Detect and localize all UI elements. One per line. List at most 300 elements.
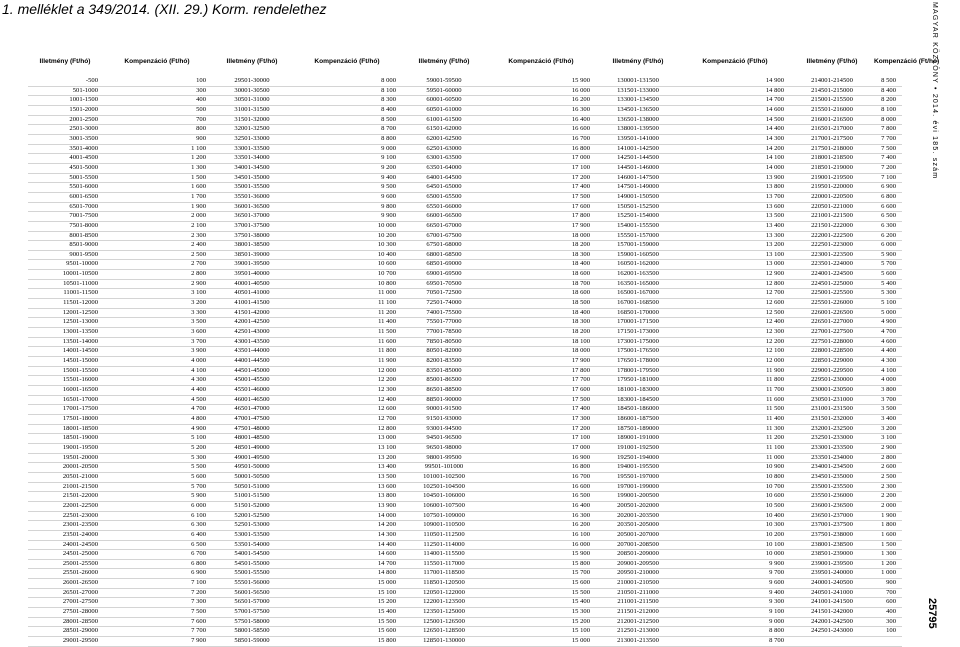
compensation-cell: 5 900 <box>881 250 896 258</box>
compensation-cell: 3 100 <box>191 289 206 297</box>
compensation-cell: 7 800 <box>881 125 896 133</box>
salary-range-cell: 22001-22500 <box>62 501 98 509</box>
compensation-cell: 900 <box>886 579 896 587</box>
salary-range-cell: 49001-49500 <box>234 453 270 461</box>
compensation-cell: 16 000 <box>571 86 590 94</box>
header-kompenzacio: Kompenzáció (Ft/hó) <box>874 58 940 65</box>
header-illetmeny: Illetmény (Ft/hó) <box>39 58 91 65</box>
compensation-cell: 9 500 <box>381 183 396 191</box>
compensation-cell: 11 900 <box>378 357 396 365</box>
salary-range-cell: 501-1000 <box>72 86 98 94</box>
compensation-cell: 17 400 <box>571 405 590 413</box>
salary-range-cell: 23501-24000 <box>62 530 98 538</box>
table-row <box>28 598 902 608</box>
salary-range-cell: 6501-7000 <box>69 202 98 210</box>
table-row <box>28 492 902 502</box>
compensation-cell: 14 700 <box>765 96 784 104</box>
salary-range-cell: 239501-240000 <box>811 569 853 577</box>
compensation-cell: 4 300 <box>881 357 896 365</box>
compensation-cell: 10 000 <box>377 221 396 229</box>
compensation-cell: 11 100 <box>766 443 784 451</box>
compensation-cell: 11 700 <box>766 386 784 393</box>
salary-range-cell: 32501-33000 <box>234 134 270 142</box>
salary-range-cell: 240501-241000 <box>811 588 853 596</box>
salary-range-cell: 197001-199000 <box>617 482 659 490</box>
salary-range-cell: 216001-216500 <box>811 115 853 123</box>
compensation-cell: 11 800 <box>766 376 784 384</box>
salary-range-cell: 235501-236000 <box>811 492 853 500</box>
table-row <box>28 511 902 521</box>
compensation-cell: 14 800 <box>765 86 784 94</box>
table-row <box>28 173 902 183</box>
compensation-cell: 14 800 <box>377 569 396 577</box>
table-row <box>28 260 902 270</box>
salary-range-cell: 233001-233500 <box>811 443 853 451</box>
compensation-cell: 4 100 <box>881 366 896 374</box>
salary-range-cell: 36001-36500 <box>234 202 270 210</box>
compensation-cell: 2 600 <box>881 463 896 471</box>
page-number: 25795 <box>926 598 938 629</box>
annex-heading: 1. melléklet a 349/2014. (XII. 29.) Korm. rendelethez <box>2 1 327 17</box>
salary-range-cell: 223501-224000 <box>811 260 853 268</box>
compensation-cell: 1 000 <box>881 569 896 577</box>
salary-range-cell: 208501-209000 <box>617 550 659 558</box>
salary-range-cell: 2501-3000 <box>69 125 98 133</box>
table-row <box>28 241 902 251</box>
salary-range-cell: 211001-211500 <box>617 598 659 606</box>
compensation-cell: 15 000 <box>377 579 396 587</box>
table-row <box>28 463 902 473</box>
table-row <box>28 386 902 396</box>
salary-range-cell: 192501-194000 <box>617 453 659 461</box>
salary-range-cell: 109001-110500 <box>423 521 465 529</box>
salary-range-cell: 118501-120500 <box>423 579 465 587</box>
salary-range-cell: 38001-38500 <box>234 241 270 249</box>
salary-range-cell: 8001-8500 <box>69 231 98 239</box>
compensation-cell: 15 800 <box>377 637 396 645</box>
salary-range-cell: 11501-12000 <box>63 299 98 307</box>
salary-range-cell: 102501-104500 <box>423 482 465 490</box>
compensation-cell: 16 700 <box>571 472 590 480</box>
compensation-cell: 1 200 <box>191 154 206 162</box>
compensation-cell: 2 400 <box>191 241 206 249</box>
header-kompenzacio: Kompenzáció (Ft/hó) <box>702 58 768 65</box>
salary-range-cell: 236001-236500 <box>811 501 853 509</box>
compensation-cell: 1 300 <box>881 550 896 558</box>
compensation-cell: 1 900 <box>881 511 896 519</box>
compensation-cell: 6 000 <box>191 501 206 509</box>
salary-range-cell: 5501-6000 <box>69 183 98 191</box>
compensation-cell: 11 200 <box>378 308 396 316</box>
salary-range-cell: 50001-50500 <box>234 472 270 480</box>
salary-range-cell: 146001-147500 <box>617 173 659 181</box>
compensation-cell: 6 100 <box>191 511 206 519</box>
salary-range-cell: 120501-122000 <box>423 588 465 596</box>
salary-range-cell: 70501-72500 <box>426 289 462 297</box>
compensation-cell: 4 300 <box>191 376 206 384</box>
salary-range-cell: 65001-65500 <box>426 192 462 200</box>
compensation-cell: 14 100 <box>765 154 784 162</box>
compensation-cell: 4 600 <box>881 337 896 345</box>
compensation-cell: 9 700 <box>769 569 784 577</box>
salary-range-cell: 217001-217500 <box>811 134 853 142</box>
salary-range-cell: 212501-213000 <box>617 627 659 635</box>
salary-range-cell: 91501-93000 <box>426 414 462 422</box>
salary-range-cell: 64501-65000 <box>426 183 462 191</box>
salary-range-cell: 33501-34000 <box>234 154 270 162</box>
compensation-cell: 10 900 <box>765 463 784 471</box>
table-row <box>28 501 902 511</box>
compensation-cell: 18 100 <box>571 337 590 345</box>
salary-range-cell: 4501-5000 <box>69 163 98 171</box>
compensation-cell: 2 900 <box>191 279 206 287</box>
compensation-cell: 10 600 <box>765 492 784 500</box>
compensation-cell: 8 500 <box>881 77 896 84</box>
salary-range-cell: 86501-88500 <box>426 386 462 393</box>
salary-range-cell: 28001-28500 <box>62 617 98 625</box>
compensation-cell: 17 700 <box>571 376 590 384</box>
compensation-cell: 9 000 <box>769 617 784 625</box>
salary-range-cell: 40501-41000 <box>234 289 270 297</box>
salary-range-cell: 25501-26000 <box>62 569 98 577</box>
salary-range-cell: 12501-13000 <box>62 318 98 326</box>
salary-range-cell: 194001-195500 <box>617 463 659 471</box>
compensation-cell: 13 600 <box>377 482 396 490</box>
compensation-cell: 2 000 <box>191 212 206 220</box>
salary-range-cell: 34001-34500 <box>234 163 270 171</box>
table-row <box>28 212 902 222</box>
table-row <box>28 540 902 550</box>
compensation-cell: 700 <box>196 115 206 123</box>
compensation-cell: 18 300 <box>571 318 590 326</box>
salary-range-cell: 226001-226500 <box>811 308 853 316</box>
compensation-cell: 17 900 <box>571 357 590 365</box>
salary-range-cell: 94501-96500 <box>426 434 462 442</box>
salary-range-cell: 35501-36000 <box>234 192 270 200</box>
gazette-running-header: MAGYAR KÖZLÖNY • 2014. évi 185. szám <box>931 2 938 180</box>
salary-range-cell: 228501-229000 <box>811 357 853 365</box>
salary-range-cell: 7001-7500 <box>69 212 98 220</box>
salary-range-cell: 230001-230500 <box>811 386 853 393</box>
salary-range-cell: 78501-80500 <box>426 337 462 345</box>
table-row <box>28 86 902 96</box>
salary-range-cell: 57001-57500 <box>234 608 270 616</box>
compensation-cell: 4 000 <box>191 357 206 365</box>
compensation-cell: 300 <box>886 617 896 625</box>
salary-range-cell: 34501-35000 <box>234 173 270 181</box>
compensation-cell: 16 200 <box>571 96 590 104</box>
compensation-cell: 7 500 <box>191 608 206 616</box>
compensation-cell: 12 700 <box>377 414 396 422</box>
salary-range-cell: 7501-8000 <box>69 221 98 229</box>
compensation-cell: 3 200 <box>191 299 206 307</box>
salary-range-cell: 30501-31000 <box>234 96 270 104</box>
salary-range-cell: 219501-220000 <box>811 183 853 191</box>
salary-range-cell: 27001-27500 <box>62 598 98 606</box>
compensation-cell: 3 700 <box>881 395 896 403</box>
salary-range-cell: 61501-62000 <box>426 125 462 133</box>
salary-range-cell: 27501-28000 <box>62 608 98 616</box>
salary-range-cell: 173001-175000 <box>617 337 659 345</box>
salary-range-cell: 59001-59500 <box>426 77 462 84</box>
salary-range-cell: 110501-112500 <box>423 530 465 538</box>
compensation-cell: 11 300 <box>766 424 784 432</box>
salary-range-cell: 53001-53500 <box>234 530 270 538</box>
salary-range-cell: 229001-229500 <box>811 366 853 374</box>
salary-range-cell: 234501-235000 <box>811 472 853 480</box>
compensation-cell: 4 100 <box>191 366 206 374</box>
compensation-cell: 4 900 <box>191 424 206 432</box>
salary-range-cell: 115501-117000 <box>423 559 465 567</box>
table-row <box>28 192 902 202</box>
salary-range-cell: 200501-202000 <box>617 501 659 509</box>
salary-range-cell: 63501-64000 <box>426 163 462 171</box>
compensation-cell: 13 400 <box>377 463 396 471</box>
compensation-cell: 12 000 <box>377 366 396 374</box>
salary-range-cell: 9501-10000 <box>66 260 98 268</box>
compensation-cell: 18 700 <box>571 279 590 287</box>
salary-range-cell: 170001-171500 <box>617 318 659 326</box>
salary-range-cell: 189001-191000 <box>617 434 659 442</box>
salary-range-cell: 77001-78500 <box>426 328 462 336</box>
salary-range-cell: 46501-47000 <box>234 405 270 413</box>
compensation-cell: 14 400 <box>377 540 396 548</box>
compensation-cell: 8 400 <box>381 105 396 113</box>
salary-range-cell: 150501-152500 <box>617 202 659 210</box>
compensation-cell: 17 600 <box>571 202 590 210</box>
header-kompenzacio: Kompenzáció (Ft/hó) <box>508 58 574 65</box>
salary-range-cell: 37001-37500 <box>234 221 270 229</box>
salary-range-cell: 128501-130000 <box>423 637 465 645</box>
compensation-cell: 3 700 <box>191 337 206 345</box>
compensation-cell: 7 700 <box>191 627 206 635</box>
compensation-cell: 8 000 <box>881 115 896 123</box>
compensation-cell: 2 800 <box>881 453 896 461</box>
salary-range-cell: 49501-50000 <box>234 463 270 471</box>
salary-range-cell: 90001-91500 <box>426 405 462 413</box>
table-row <box>28 163 902 173</box>
salary-range-cell: 51001-51500 <box>234 492 270 500</box>
salary-range-cell: 96501-98000 <box>426 443 462 451</box>
salary-range-cell: 61001-61500 <box>426 115 462 123</box>
salary-range-cell: 239001-239500 <box>811 559 853 567</box>
salary-range-cell: 214001-214500 <box>811 77 853 84</box>
salary-range-cell: 183001-184500 <box>617 395 659 403</box>
compensation-cell: 10 700 <box>765 482 784 490</box>
compensation-cell: 17 500 <box>571 192 590 200</box>
salary-range-cell: 232001-232500 <box>811 424 853 432</box>
compensation-cell: 9 600 <box>769 579 784 587</box>
salary-range-cell: 45501-46000 <box>234 386 270 393</box>
table-row <box>28 105 902 115</box>
compensation-cell: 6 500 <box>881 212 896 220</box>
salary-range-cell: 216501-217000 <box>811 125 853 133</box>
salary-range-cell: 199001-200500 <box>617 492 659 500</box>
salary-range-cell: 83501-85000 <box>426 366 462 374</box>
salary-range-cell: 104501-106000 <box>423 492 465 500</box>
compensation-cell: 6 400 <box>191 530 206 538</box>
compensation-cell: 1 600 <box>881 530 896 538</box>
salary-range-cell: 88501-90000 <box>426 395 462 403</box>
salary-range-cell: 210501-211000 <box>617 588 659 596</box>
salary-range-cell: 44001-44500 <box>234 357 270 365</box>
salary-range-cell: 165001-167000 <box>617 289 659 297</box>
salary-range-cell: 35001-35500 <box>234 183 270 191</box>
table-row <box>28 395 902 405</box>
salary-range-cell: 22501-23000 <box>62 511 98 519</box>
salary-range-cell: 1001-1500 <box>69 96 98 104</box>
compensation-cell: 13 200 <box>765 241 784 249</box>
compensation-cell: 12 700 <box>765 289 784 297</box>
salary-range-cell: 51501-52000 <box>234 501 270 509</box>
compensation-cell: 700 <box>886 588 896 596</box>
salary-range-cell: 80501-82000 <box>426 347 462 355</box>
salary-range-cell: 232501-233000 <box>811 434 853 442</box>
compensation-cell: 9 600 <box>381 192 396 200</box>
salary-range-cell: 186001-187500 <box>617 414 659 422</box>
compensation-cell: 16 400 <box>571 115 590 123</box>
salary-range-cell: 159001-160500 <box>617 250 659 258</box>
compensation-cell: 16 300 <box>571 105 590 113</box>
salary-range-cell: 149001-150500 <box>617 192 659 200</box>
salary-range-cell: 4001-4500 <box>69 154 98 162</box>
compensation-cell: 18 400 <box>571 260 590 268</box>
salary-range-cell: 26501-27000 <box>62 588 98 596</box>
compensation-cell: 2 700 <box>191 260 206 268</box>
salary-range-cell: 36501-37000 <box>234 212 270 220</box>
salary-range-cell: 38501-39000 <box>234 250 270 258</box>
compensation-cell: 5 100 <box>191 434 206 442</box>
salary-range-cell: 42001-42500 <box>234 318 270 326</box>
compensation-cell: 12 000 <box>765 357 784 365</box>
compensation-cell: 7 200 <box>881 163 896 171</box>
compensation-cell: 16 400 <box>571 501 590 509</box>
compensation-cell: 18 600 <box>571 270 590 278</box>
salary-range-cell: 125001-126500 <box>423 617 465 625</box>
salary-range-cell: 32001-32500 <box>234 125 270 133</box>
header-illetmeny: Illetmény (Ft/hó) <box>418 58 470 65</box>
compensation-cell: 15 200 <box>571 617 590 625</box>
salary-range-cell: 218001-218500 <box>811 154 853 162</box>
table-row <box>28 183 902 193</box>
compensation-cell: 16 500 <box>571 492 590 500</box>
salary-range-cell: 221501-222000 <box>811 221 853 229</box>
compensation-cell: 12 100 <box>765 347 784 355</box>
compensation-cell: 9 200 <box>381 163 396 171</box>
compensation-cell: 12 600 <box>765 299 784 307</box>
compensation-cell: 5 400 <box>881 279 896 287</box>
compensation-cell: 400 <box>886 608 896 616</box>
compensation-cell: 13 700 <box>765 192 784 200</box>
table-row <box>28 443 902 453</box>
table-row <box>28 569 902 579</box>
compensation-cell: 18 300 <box>571 250 590 258</box>
table-row <box>28 617 902 627</box>
salary-range-cell: 14501-15000 <box>62 357 98 365</box>
compensation-cell: 3 400 <box>881 414 896 422</box>
compensation-cell: 15 400 <box>377 608 396 616</box>
salary-range-cell: 130001-131500 <box>617 77 659 84</box>
salary-range-cell: 26001-26500 <box>62 579 98 587</box>
compensation-cell: 5 300 <box>191 453 206 461</box>
compensation-cell: 6 700 <box>191 550 206 558</box>
compensation-cell: 12 800 <box>377 424 396 432</box>
compensation-cell: 16 200 <box>571 521 590 529</box>
salary-range-cell: 47001-47500 <box>234 414 270 422</box>
compensation-cell: 15 200 <box>377 598 396 606</box>
compensation-cell: 17 000 <box>571 443 590 451</box>
table-row <box>28 627 902 637</box>
compensation-cell: 17 500 <box>571 395 590 403</box>
salary-range-cell: 10501-11000 <box>63 279 98 287</box>
compensation-cell: 15 500 <box>377 617 396 625</box>
compensation-cell: 18 200 <box>571 328 590 336</box>
salary-range-cell: 167001-168500 <box>617 299 659 307</box>
salary-range-cell: 236501-237000 <box>811 511 853 519</box>
salary-range-cell: 43001-43500 <box>234 337 270 345</box>
salary-range-cell: 68001-68500 <box>426 250 462 258</box>
compensation-cell: 17 800 <box>571 366 590 374</box>
salary-range-cell: 64001-64500 <box>426 173 462 181</box>
compensation-cell: 6 900 <box>881 183 896 191</box>
salary-range-cell: 39501-40000 <box>234 270 270 278</box>
compensation-cell: 13 500 <box>377 472 396 480</box>
compensation-cell: 5 700 <box>191 482 206 490</box>
salary-range-cell: 21501-22000 <box>62 492 98 500</box>
compensation-cell: 13 100 <box>377 443 396 451</box>
salary-range-cell: 39001-39500 <box>234 260 270 268</box>
table-row <box>28 115 902 125</box>
compensation-cell: 5 200 <box>191 443 206 451</box>
compensation-cell: 5 500 <box>191 463 206 471</box>
compensation-cell: 11 000 <box>766 453 784 461</box>
compensation-cell: 16 700 <box>571 134 590 142</box>
compensation-cell: 11 800 <box>378 347 396 355</box>
salary-range-cell: 242001-242500 <box>811 617 853 625</box>
table-row <box>28 550 902 560</box>
compensation-cell: 12 300 <box>765 328 784 336</box>
salary-range-cell: 175001-176500 <box>617 347 659 355</box>
salary-range-cell: 191001-192500 <box>617 443 659 451</box>
salary-range-cell: 210001-210500 <box>617 579 659 587</box>
salary-range-cell: 12001-12500 <box>62 308 98 316</box>
compensation-cell: 4 900 <box>881 318 896 326</box>
table-row <box>28 608 902 618</box>
salary-range-cell: 211501-212000 <box>617 608 659 616</box>
salary-range-cell: 19001-19500 <box>62 443 98 451</box>
table-row <box>28 221 902 231</box>
compensation-cell: 1 100 <box>191 144 206 152</box>
salary-range-cell: 215001-215500 <box>811 96 853 104</box>
compensation-cell: 1 800 <box>881 521 896 529</box>
compensation-cell: 5 700 <box>881 260 896 268</box>
compensation-cell: 13 800 <box>377 492 396 500</box>
salary-range-cell: 220001-220500 <box>811 192 853 200</box>
compensation-cell: 7 400 <box>881 154 896 162</box>
compensation-cell: 17 800 <box>571 212 590 220</box>
salary-range-cell: 234001-234500 <box>811 463 853 471</box>
salary-range-cell: 222001-222500 <box>811 231 853 239</box>
compensation-cell: 13 800 <box>765 183 784 191</box>
compensation-cell: 12 300 <box>377 386 396 393</box>
table-row <box>28 308 902 318</box>
compensation-cell: 7 900 <box>191 637 206 645</box>
compensation-cell: 13 500 <box>765 212 784 220</box>
compensation-cell: 12 200 <box>377 376 396 384</box>
compensation-cell: 16 100 <box>571 530 590 538</box>
compensation-cell: 9 300 <box>769 598 784 606</box>
compensation-cell: 15 900 <box>571 77 590 84</box>
